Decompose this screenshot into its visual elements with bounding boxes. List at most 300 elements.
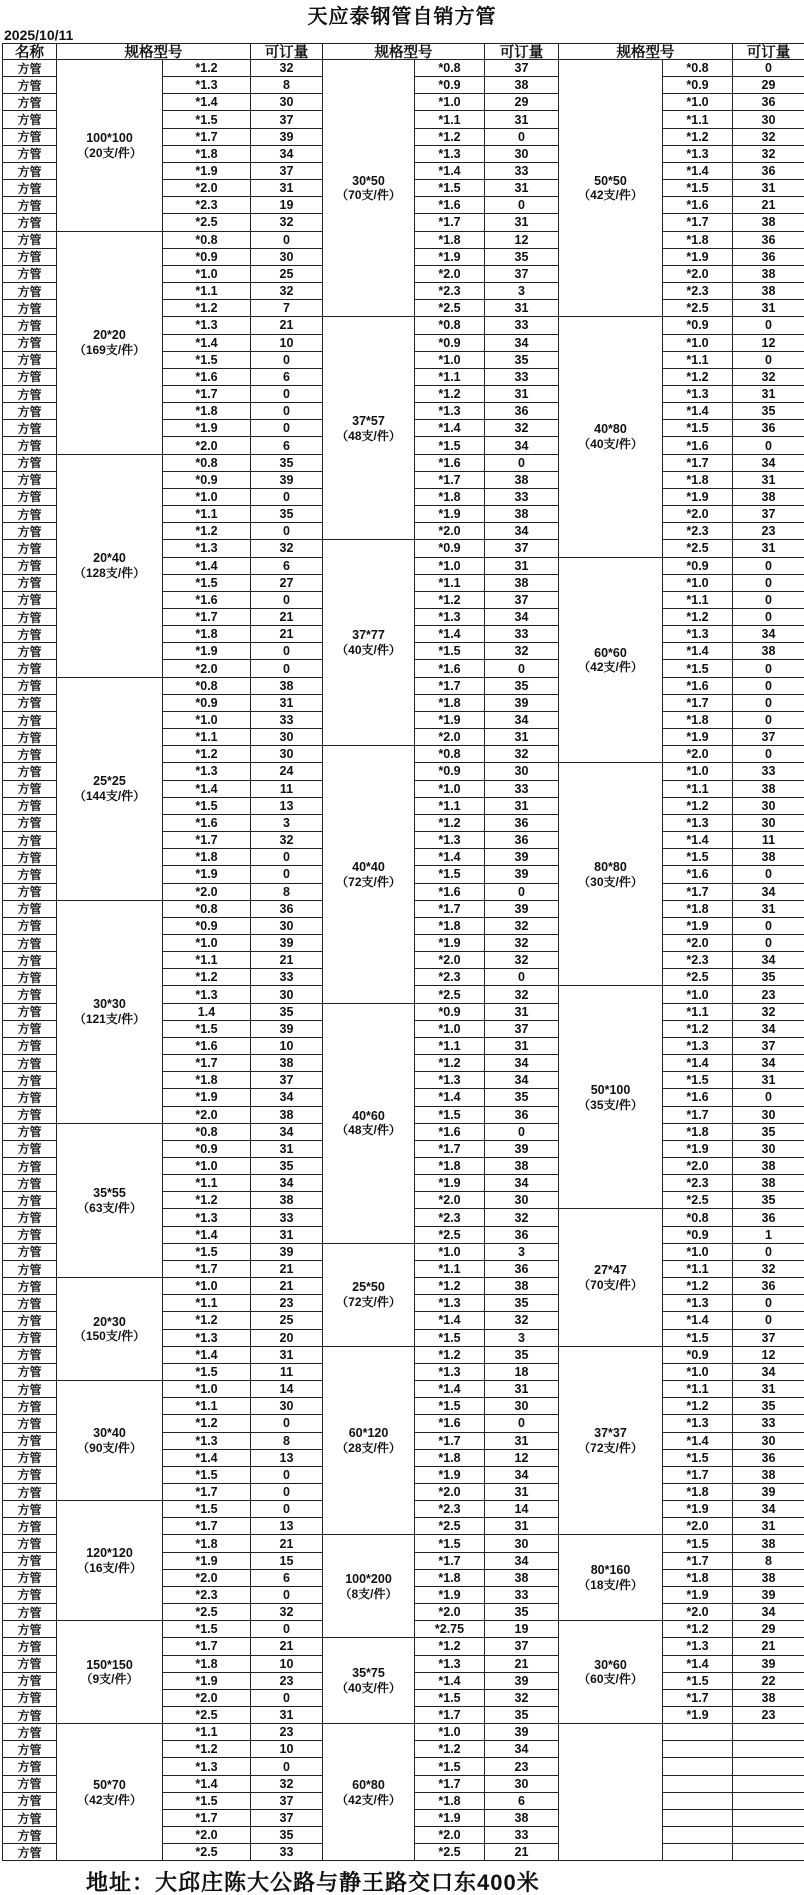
spec-cell: *2.5	[663, 540, 733, 557]
group-pack: （40支/件）	[336, 1681, 401, 1696]
qty-cell	[733, 1758, 804, 1775]
spec-cell: *2.5	[663, 1192, 733, 1209]
spec-cell: *1.5	[415, 1535, 485, 1552]
spec-cell: *1.9	[415, 506, 485, 523]
spec-cell: *1.2	[415, 386, 485, 403]
group-label-cell	[57, 232, 163, 455]
name-cell: 方管	[3, 1827, 57, 1844]
spec-cell: *1.5	[163, 1501, 251, 1518]
qty-cell: 30	[485, 1776, 559, 1793]
qty-cell: 39	[251, 1244, 323, 1261]
qty-cell: 34	[485, 1072, 559, 1089]
qty-cell: 31	[733, 1072, 804, 1089]
qty-cell: 3	[485, 1330, 559, 1347]
qty-cell: 32	[251, 283, 323, 300]
name-cell: 方管	[3, 523, 57, 540]
spec-cell: *1.9	[415, 1810, 485, 1827]
spec-cell: *1.7	[163, 1518, 251, 1535]
name-cell: 方管	[3, 763, 57, 780]
spec-cell: *2.0	[415, 1192, 485, 1209]
spec-cell: *1.0	[163, 1278, 251, 1295]
name-cell: 方管	[3, 660, 57, 677]
spec-cell: *0.8	[163, 1124, 251, 1141]
qty-cell: 32	[251, 832, 323, 849]
spec-cell: *1.4	[663, 1312, 733, 1329]
name-cell: 方管	[3, 1278, 57, 1295]
qty-cell: 0	[251, 403, 323, 420]
spec-cell: *2.0	[415, 729, 485, 746]
group-label-cell	[559, 558, 663, 764]
qty-cell: 22	[733, 1673, 804, 1690]
spec-cell: *1.5	[415, 1107, 485, 1124]
name-cell: 方管	[3, 437, 57, 454]
spec-cell: *0.9	[415, 77, 485, 94]
qty-cell: 30	[733, 798, 804, 815]
spec-cell: *2.3	[663, 283, 733, 300]
spec-cell: *1.5	[415, 1758, 485, 1775]
spec-cell: *1.5	[415, 1690, 485, 1707]
qty-cell: 36	[733, 94, 804, 111]
group-label-cell	[559, 1535, 663, 1621]
spec-cell: *1.0	[163, 1381, 251, 1398]
qty-cell: 0	[251, 232, 323, 249]
spec-cell: *1.8	[663, 901, 733, 918]
group-pack: （35支/件）	[578, 1097, 643, 1112]
name-cell: 方管	[3, 1741, 57, 1758]
qty-cell: 19	[485, 1621, 559, 1638]
group-label-cell	[57, 678, 163, 901]
spec-cell: *1.2	[163, 300, 251, 317]
qty-cell: 0	[733, 1244, 804, 1261]
spec-cell: *1.7	[415, 1433, 485, 1450]
spec-cell: *2.5	[163, 214, 251, 231]
qty-cell: 0	[485, 660, 559, 677]
spec-cell: *2.0	[663, 1604, 733, 1621]
qty-cell: 0	[733, 1295, 804, 1312]
qty-cell: 31	[251, 1707, 323, 1724]
spec-cell: *2.0	[663, 506, 733, 523]
spec-cell: *1.2	[663, 129, 733, 146]
spec-cell: *1.1	[663, 111, 733, 128]
group-pack: （90支/件）	[77, 1440, 142, 1455]
qty-cell: 31	[251, 1227, 323, 1244]
name-cell: 方管	[3, 180, 57, 197]
group-size: 60*80	[352, 1777, 385, 1792]
spec-cell: *1.1	[663, 592, 733, 609]
column-header-qty: 可订量	[485, 44, 559, 60]
spec-cell: *1.0	[415, 781, 485, 798]
group-size: 40*60	[352, 1108, 385, 1123]
spec-cell: *1.1	[663, 1261, 733, 1278]
name-cell: 方管	[3, 1724, 57, 1741]
spec-cell: *1.9	[163, 420, 251, 437]
spec-cell: *1.8	[415, 232, 485, 249]
spec-cell: *1.5	[415, 180, 485, 197]
name-cell: 方管	[3, 1690, 57, 1707]
qty-cell: 6	[251, 369, 323, 386]
name-cell: 方管	[3, 197, 57, 214]
qty-cell: 21	[251, 952, 323, 969]
spec-cell: *1.9	[663, 1587, 733, 1604]
spec-cell: *1.3	[663, 1415, 733, 1432]
group-label-cell	[559, 60, 663, 317]
qty-cell: 38	[485, 1810, 559, 1827]
qty-cell: 37	[485, 1638, 559, 1655]
spec-cell: *2.5	[415, 300, 485, 317]
spec-cell: *1.8	[415, 1450, 485, 1467]
spec-cell: *1.5	[415, 1330, 485, 1347]
spec-cell: *1.5	[163, 1244, 251, 1261]
group-label-cell	[57, 901, 163, 1124]
group-pack: （70支/件）	[336, 188, 401, 203]
qty-cell: 30	[251, 986, 323, 1003]
name-cell: 方管	[3, 1707, 57, 1724]
qty-cell: 38	[733, 849, 804, 866]
qty-cell: 7	[251, 300, 323, 317]
qty-cell: 38	[733, 283, 804, 300]
qty-cell: 30	[251, 1398, 323, 1415]
qty-cell: 37	[485, 592, 559, 609]
qty-cell: 30	[485, 1535, 559, 1552]
spec-cell: *1.1	[163, 1398, 251, 1415]
group-pack: （42支/件）	[336, 1792, 401, 1807]
name-cell: 方管	[3, 1089, 57, 1106]
spec-cell: *1.3	[163, 1758, 251, 1775]
spec-cell: *1.1	[163, 283, 251, 300]
group-pack: （8支/件）	[339, 1586, 398, 1601]
spec-cell: *1.7	[663, 1107, 733, 1124]
spec-cell: *1.7	[663, 455, 733, 472]
spec-cell: *1.8	[663, 712, 733, 729]
qty-cell: 25	[251, 266, 323, 283]
qty-cell: 35	[485, 1089, 559, 1106]
spec-cell: *1.5	[163, 111, 251, 128]
group-label-cell	[323, 1347, 415, 1536]
spec-cell: *1.7	[415, 1707, 485, 1724]
qty-cell: 19	[251, 197, 323, 214]
name-cell: 方管	[3, 352, 57, 369]
qty-cell: 38	[485, 1158, 559, 1175]
name-cell: 方管	[3, 558, 57, 575]
name-cell: 方管	[3, 129, 57, 146]
name-cell: 方管	[3, 1433, 57, 1450]
spec-cell: *1.5	[415, 1398, 485, 1415]
name-cell: 方管	[3, 163, 57, 180]
qty-cell: 0	[251, 1415, 323, 1432]
qty-cell: 31	[485, 1484, 559, 1501]
qty-cell: 31	[485, 1038, 559, 1055]
spec-cell: *1.5	[163, 1793, 251, 1810]
spec-cell	[663, 1844, 733, 1861]
qty-cell: 34	[485, 712, 559, 729]
spec-cell: *1.9	[163, 163, 251, 180]
qty-cell: 38	[485, 1570, 559, 1587]
name-cell: 方管	[3, 781, 57, 798]
spec-cell: *1.2	[163, 969, 251, 986]
name-cell: 方管	[3, 884, 57, 901]
group-label-cell	[559, 1724, 663, 1861]
qty-cell: 32	[733, 146, 804, 163]
name-cell: 方管	[3, 1484, 57, 1501]
qty-cell: 36	[251, 901, 323, 918]
qty-cell: 29	[485, 94, 559, 111]
spec-cell: *0.8	[163, 901, 251, 918]
qty-cell: 39	[485, 1141, 559, 1158]
spec-cell: *1.5	[163, 1021, 251, 1038]
spec-cell: *1.9	[415, 1467, 485, 1484]
qty-cell: 37	[733, 1038, 804, 1055]
qty-cell: 34	[485, 609, 559, 626]
qty-cell: 23	[251, 1673, 323, 1690]
qty-cell: 37	[733, 1330, 804, 1347]
spec-cell: *0.9	[663, 1347, 733, 1364]
qty-cell: 32	[733, 1004, 804, 1021]
group-size: 37*77	[352, 628, 385, 643]
spec-cell: *1.5	[663, 1450, 733, 1467]
spec-cell: *1.1	[163, 729, 251, 746]
name-cell: 方管	[3, 472, 57, 489]
qty-cell: 11	[733, 832, 804, 849]
qty-cell	[733, 1724, 804, 1741]
qty-cell: 14	[251, 1381, 323, 1398]
spec-cell	[663, 1810, 733, 1827]
name-cell: 方管	[3, 369, 57, 386]
name-cell: 方管	[3, 575, 57, 592]
group-label-cell	[559, 763, 663, 986]
spec-cell: *1.2	[163, 60, 251, 77]
qty-cell: 38	[733, 214, 804, 231]
qty-cell: 32	[485, 1209, 559, 1226]
qty-cell: 34	[251, 1124, 323, 1141]
qty-cell: 21	[251, 1261, 323, 1278]
name-cell: 方管	[3, 1810, 57, 1827]
spec-cell: *1.0	[415, 1724, 485, 1741]
name-cell: 方管	[3, 815, 57, 832]
spec-cell: *1.7	[415, 901, 485, 918]
spec-cell: *1.6	[415, 1415, 485, 1432]
spec-cell: *1.8	[163, 1072, 251, 1089]
qty-cell: 35	[485, 1295, 559, 1312]
qty-cell: 0	[733, 678, 804, 695]
spec-cell: *0.9	[163, 1141, 251, 1158]
spec-cell: *1.4	[415, 1089, 485, 1106]
group-size: 100*200	[345, 1571, 392, 1586]
spec-cell: *1.0	[415, 1244, 485, 1261]
spec-cell: *1.7	[163, 1484, 251, 1501]
name-cell: 方管	[3, 1570, 57, 1587]
group-size: 50*50	[594, 173, 627, 188]
group-size: 60*60	[594, 645, 627, 660]
spec-cell: *1.5	[663, 1072, 733, 1089]
qty-cell: 0	[733, 746, 804, 763]
group-size: 20*20	[93, 328, 126, 343]
spec-cell: *1.3	[163, 986, 251, 1003]
qty-cell: 32	[485, 952, 559, 969]
spec-cell: *1.2	[163, 1192, 251, 1209]
spec-cell: *0.9	[415, 335, 485, 352]
spec-cell: *2.0	[663, 746, 733, 763]
qty-cell: 12	[733, 1347, 804, 1364]
spec-cell: *2.0	[163, 1107, 251, 1124]
spec-cell: *1.0	[415, 94, 485, 111]
qty-cell: 21	[251, 626, 323, 643]
spec-cell: *2.0	[415, 1484, 485, 1501]
spec-cell: *1.3	[415, 1295, 485, 1312]
name-cell: 方管	[3, 249, 57, 266]
name-cell: 方管	[3, 1175, 57, 1192]
qty-cell: 13	[251, 1518, 323, 1535]
spec-cell: *1.4	[163, 94, 251, 111]
group-pack: （72支/件）	[336, 1295, 401, 1310]
group-size: 30*30	[93, 997, 126, 1012]
qty-cell: 23	[251, 1724, 323, 1741]
name-cell: 方管	[3, 643, 57, 660]
name-cell: 方管	[3, 1330, 57, 1347]
qty-cell: 32	[485, 643, 559, 660]
group-size: 30*40	[93, 1426, 126, 1441]
spec-cell: *1.4	[663, 832, 733, 849]
name-cell: 方管	[3, 798, 57, 815]
name-cell: 方管	[3, 1776, 57, 1793]
spec-cell: *1.5	[663, 849, 733, 866]
qty-cell: 35	[485, 1347, 559, 1364]
qty-cell: 31	[485, 1004, 559, 1021]
spec-cell: *1.9	[415, 935, 485, 952]
qty-cell: 36	[485, 1107, 559, 1124]
qty-cell: 3	[251, 815, 323, 832]
spec-cell: *1.2	[663, 369, 733, 386]
spec-cell: *2.0	[663, 1158, 733, 1175]
qty-cell: 27	[251, 575, 323, 592]
spec-cell: *1.9	[163, 643, 251, 660]
spec-cell: *1.0	[663, 763, 733, 780]
spec-cell: *1.1	[415, 1038, 485, 1055]
spec-cell: *2.0	[163, 660, 251, 677]
qty-cell: 0	[251, 849, 323, 866]
spec-cell: *0.9	[415, 1004, 485, 1021]
name-cell: 方管	[3, 300, 57, 317]
qty-cell: 0	[733, 352, 804, 369]
qty-cell: 34	[733, 952, 804, 969]
spec-cell: *2.3	[163, 1587, 251, 1604]
spec-cell: *0.8	[415, 317, 485, 334]
qty-cell: 30	[251, 94, 323, 111]
qty-cell: 14	[485, 1501, 559, 1518]
qty-cell: 6	[485, 1793, 559, 1810]
spec-cell: *0.8	[663, 60, 733, 77]
column-header-spec: 规格型号	[57, 44, 251, 60]
qty-cell: 0	[733, 317, 804, 334]
name-cell: 方管	[3, 986, 57, 1003]
spec-cell: *1.0	[663, 575, 733, 592]
spec-cell: *1.2	[163, 1312, 251, 1329]
spec-cell: *0.9	[163, 249, 251, 266]
spec-cell: *2.5	[163, 1844, 251, 1861]
name-cell: 方管	[3, 1415, 57, 1432]
qty-cell: 30	[485, 1192, 559, 1209]
qty-cell: 37	[485, 1021, 559, 1038]
name-cell: 方管	[3, 232, 57, 249]
spec-cell: *1.0	[663, 335, 733, 352]
spec-cell: *1.5	[163, 1621, 251, 1638]
spec-cell: *1.6	[415, 660, 485, 677]
group-label-cell	[323, 1535, 415, 1638]
group-size: 20*40	[93, 551, 126, 566]
qty-cell: 23	[733, 1707, 804, 1724]
spec-cell: *1.7	[163, 386, 251, 403]
qty-cell: 34	[485, 523, 559, 540]
qty-cell: 0	[733, 712, 804, 729]
spec-cell: *1.1	[415, 111, 485, 128]
spec-cell: *1.3	[415, 832, 485, 849]
group-label-cell	[323, 1724, 415, 1861]
name-cell: 方管	[3, 849, 57, 866]
qty-cell: 39	[733, 1587, 804, 1604]
qty-cell: 35	[251, 455, 323, 472]
qty-cell: 23	[485, 1758, 559, 1775]
group-size: 120*120	[86, 1546, 133, 1561]
spec-cell: *1.3	[663, 1295, 733, 1312]
qty-cell: 0	[733, 1089, 804, 1106]
spec-cell: *1.2	[415, 592, 485, 609]
name-cell: 方管	[3, 1398, 57, 1415]
spec-cell: *1.5	[415, 866, 485, 883]
qty-cell: 36	[733, 1278, 804, 1295]
spec-cell: *1.8	[663, 1484, 733, 1501]
qty-cell: 6	[251, 558, 323, 575]
group-size: 60*120	[348, 1426, 389, 1441]
qty-cell: 38	[733, 1158, 804, 1175]
spec-cell: *1.1	[163, 1175, 251, 1192]
qty-cell: 32	[485, 918, 559, 935]
spec-cell: *2.0	[163, 180, 251, 197]
qty-cell: 8	[251, 884, 323, 901]
qty-cell: 38	[733, 489, 804, 506]
spec-cell: *1.3	[415, 146, 485, 163]
spec-cell: *1.8	[163, 403, 251, 420]
spec-cell: *1.0	[163, 712, 251, 729]
qty-cell: 0	[733, 935, 804, 952]
spec-cell: *1.7	[163, 1055, 251, 1072]
qty-cell: 34	[733, 1501, 804, 1518]
spec-cell: *1.8	[663, 232, 733, 249]
spec-cell: *1.7	[663, 1553, 733, 1570]
name-cell: 方管	[3, 1158, 57, 1175]
qty-cell: 13	[251, 1450, 323, 1467]
group-label-cell	[323, 1004, 415, 1244]
spec-cell: *1.1	[663, 1381, 733, 1398]
qty-cell: 30	[733, 815, 804, 832]
qty-cell: 21	[251, 1535, 323, 1552]
qty-cell: 39	[251, 472, 323, 489]
spec-cell: *1.8	[163, 146, 251, 163]
name-cell: 方管	[3, 1364, 57, 1381]
qty-cell: 0	[251, 1484, 323, 1501]
group-pack: （72支/件）	[578, 1440, 643, 1455]
spec-cell: *1.1	[163, 1295, 251, 1312]
group-pack: （16支/件）	[77, 1560, 142, 1575]
spec-cell: *1.4	[415, 1312, 485, 1329]
spec-cell: *1.5	[663, 1535, 733, 1552]
qty-cell: 34	[733, 1364, 804, 1381]
name-cell: 方管	[3, 1038, 57, 1055]
group-size: 25*25	[93, 774, 126, 789]
group-label-cell	[323, 1244, 415, 1347]
qty-cell: 6	[251, 1570, 323, 1587]
group-pack: （42支/件）	[578, 660, 643, 675]
qty-cell: 38	[485, 472, 559, 489]
spec-cell	[663, 1793, 733, 1810]
